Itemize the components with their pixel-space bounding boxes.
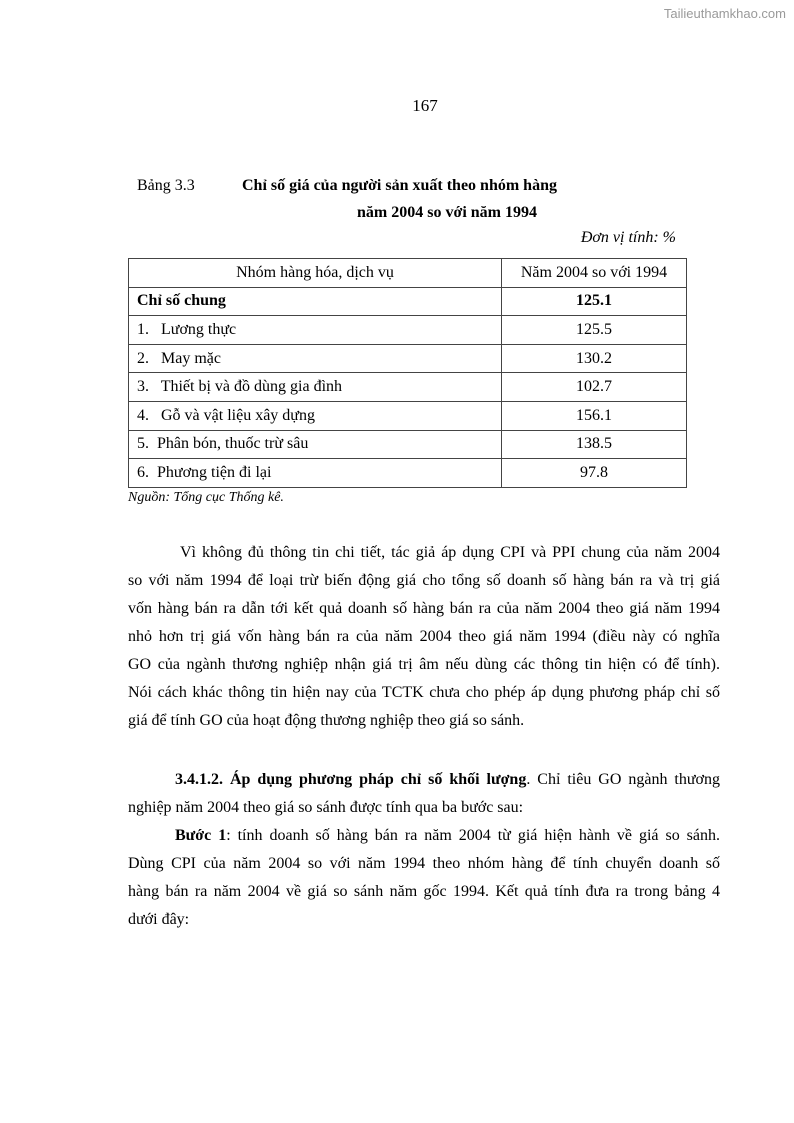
price-index-table [128, 258, 687, 488]
table-row [129, 459, 687, 488]
paragraph-1 [128, 539, 720, 735]
text-span: : tính doanh số hàng bán ra năm 2004 từ giá hiện hành về giá so sánh. [226, 827, 721, 844]
row-name: 3. Thiết bị và đồ dùng gia đình [129, 373, 502, 402]
table-title-line2: năm 2004 so với năm 1994 [357, 204, 537, 221]
row-value: 130.2 [502, 344, 687, 373]
table-title-line1: Chỉ số giá của người sản xuất theo nhóm hàng [242, 177, 557, 194]
text-line: nghiệp năm 2004 theo giá so sánh được tính qua ba bước sau: [128, 799, 524, 816]
text-line: GO của ngành thương nghiệp nhận giá trị âm nếu dùng các thông tin hiện có để tính). [128, 656, 720, 673]
table-row [129, 287, 687, 316]
table-header-row [129, 259, 687, 288]
table-row [129, 344, 687, 373]
table-row [129, 430, 687, 459]
row-name: 1. Lương thực [129, 316, 502, 345]
row-name: 2. May mặc [129, 344, 502, 373]
row-name: 6. Phương tiện đi lại [129, 459, 502, 488]
row-value: 102.7 [502, 373, 687, 402]
row-value: 97.8 [502, 459, 687, 488]
table-unit: Đơn vị tính: % [580, 229, 676, 246]
text-line [128, 766, 720, 794]
row-value: 138.5 [502, 430, 687, 459]
text-line [128, 822, 720, 850]
text-line: so với năm 1994 để loại trừ biến động giá cho tổng số doanh số hàng bán ra và trị giá [128, 572, 720, 589]
text-line: Dùng CPI của năm 2004 so với năm 1994 theo nhóm hàng để tính chuyển doanh số [128, 855, 720, 872]
table-row [129, 401, 687, 430]
row-value: 125.1 [502, 287, 687, 316]
table-label: Bảng 3.3 [137, 177, 195, 194]
row-name: 4. Gỗ và vật liệu xây dựng [129, 401, 502, 430]
text-span: . Chỉ tiêu GO ngành thương [526, 771, 721, 788]
text-line: vốn hàng bán ra dẫn tới kết quả doanh số hàng bán ra của năm 2004 theo giá năm 1994 [128, 600, 720, 617]
text-line: dưới đây: [128, 911, 190, 928]
text-line: Vì không đủ thông tin chi tiết, tác giả áp dụng CPI và PPI chung của năm 2004 [180, 544, 720, 561]
section-heading: 3.4.1.2. Áp dụng phương pháp chỉ số khối lượng [175, 771, 527, 788]
row-name: Chỉ số chung [129, 287, 502, 316]
text-line: giá để tính GO của hoạt động thương nghiệp theo giá so sánh. [128, 712, 525, 729]
step1-label: Bước 1 [175, 827, 227, 844]
page-number: 167 [412, 96, 438, 115]
watermark: Tailieuthamkhao.com [663, 6, 786, 21]
row-name: 5. Phân bón, thuốc trừ sâu [129, 430, 502, 459]
row-value: 125.5 [502, 316, 687, 345]
table-row [129, 316, 687, 345]
section-paragraph [128, 766, 720, 934]
table-source: Nguồn: Tổng cục Thống kê. [128, 490, 284, 505]
header-value: Năm 2004 so với 1994 [502, 259, 687, 288]
table-row [129, 373, 687, 402]
header-group: Nhóm hàng hóa, dịch vụ [129, 259, 502, 288]
text-line: nhỏ hơn trị giá vốn hàng bán ra của năm 2004 theo giá năm 1994 (điều này có nghĩa [128, 628, 720, 645]
row-value: 156.1 [502, 401, 687, 430]
text-line: hàng bán ra năm 2004 về giá so sánh năm gốc 1994. Kết quả tính đưa ra trong bảng 4 [128, 883, 720, 900]
text-line: Nói cách khác thông tin hiện nay của TCTK chưa cho phép áp dụng phương pháp chỉ số [128, 684, 720, 701]
